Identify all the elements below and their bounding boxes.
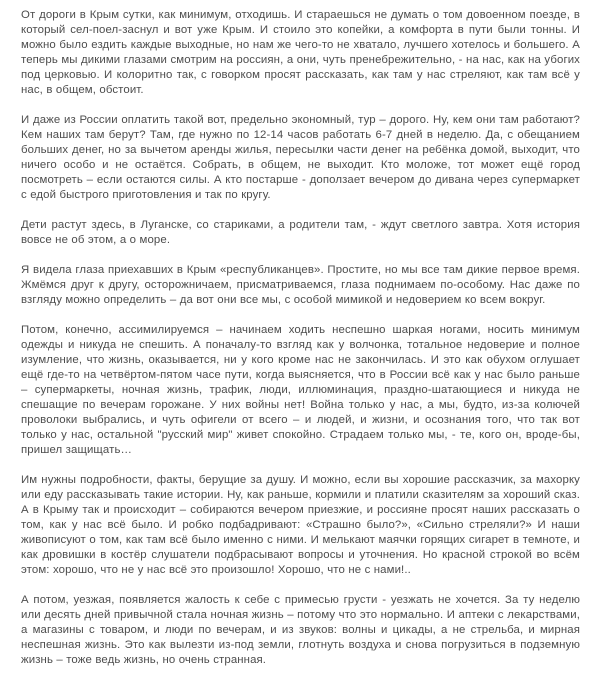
paragraph-4: Я видела глаза приехавших в Крым «республиканцев». Простите, но мы все там дикие первое время. Жмёмся друг к другу, осторожничаем, присматриваемся, глаза поднимаем по-особому. Нас даже по взгляду можно определить – да вот они все мы, с особой мимикой и недоверием ко всем вокруг. — [21, 264, 580, 306]
paragraph-3: Дети растут здесь, в Луганске, со стариками, а родители там, - ждут светлого завтра. Хотя история вовсе не об этом, а о море. — [21, 219, 580, 246]
paragraph-6: Им нужны подробности, факты, берущие за душу. И можно, если вы хорошие рассказчик, за махорку или еду рассказывать такие истории. Ну, как раньше, кормили и платили сказителям за хороший сказ. А в Крыму так и происходит – собираются вечером приезжие, и россияне просят наших рассказать о том, как у нас всё было. И робко подбадривают: «Страшно было?», «Сильно стреляли?» И наши живописуют о том, как там всё было именно с ними. И мелькают маячки горящих сигарет в темноте, и как дровишки в костёр слушатели подбрасывают вопросы и уточнения. Но красной строкой во всём этом: хорошо, что не у нас всё это произошло! Хорошо, что не с нами!.. — [21, 474, 580, 576]
paragraph-7: А потом, уезжая, появляется жалость к себе с примесью грусти - уезжать не хочется. За ту неделю или десять дней привычной стала ночная жизнь – потому что это нормально. И аптеки с лекарствами, а магазины с товаром, и люди по вечерам, и из звуков: волны и цикады, а не стрельба, и мирная неспешная жизнь. Это как вылезти из-под земли, глотнуть воздуха и снова погрузиться в подземную жизнь – тоже ведь жизнь, но очень странная. — [21, 594, 580, 666]
paragraph-2: И даже из России оплатить такой вот, предельно экономный, тур – дорого. Ну, кем они там работают? Кем наших там берут? Там, где нужно по 12-14 часов работать 6-7 дней в неделю. Да, с обещанием больших денег, но за вычетом аренды жилья, пересылки части денег на ребёнка домой, выходит, что ничего особо и не остаётся. Собрать, в общем, не выходит. Кто моложе, тот может ещё город посмотреть – если остаются силы. А кто постарше - доползает вечером до дивана через супермаркет с едой быстрого приготовления и так по кругу. — [21, 114, 580, 201]
paragraph-1: От дороги в Крым сутки, как минимум, отходишь. И стараешься не думать о том довоенном поезде, в который сел-поел-заснул и вот уже Крым. И стоило это копейки, а комфорта в пути были тонны. И можно было ездить каждые выходные, но нам же чего-то не хватало, лучшего хотелось и большего. А теперь мы дикими глазами смотрим на россиян, а они, чуть пренебрежительно, - на нас, как на убогих под церковью. И колоритно так, с говорком просят рассказать, как там у нас стреляют, как там всё у нас, в общем, обстоит. — [21, 9, 580, 96]
paragraph-5: Потом, конечно, ассимилируемся – начинаем ходить неспешно шаркая ногами, носить минимум одежды и никуда не спешить. А поначалу-то взгляд как у волчонка, тотальное недоверие и полное изумление, что жизнь, оказывается, ни у кого кроме нас не закончилась. И это как обухом оглушает ещё где-то на четвёртом-пятом часе пути, когда выясняется, что в России всё как у нас было раньше – супермаркеты, ночная жизнь, трафик, люди, иллюминация, праздно-шатающиеся и никуда не спешащие по вечерам горожане. У них войны нет! Война только у нас, а мы, будто, из-за колючей проволоки выбрались, и чуть офигели от всего – и людей, и жизни, и осознания того, что так вот только у нас, остальной "русский мир" живет спокойно. Страдаем только мы, - те, кого он, вроде-бы, пришел защищать… — [21, 324, 580, 456]
